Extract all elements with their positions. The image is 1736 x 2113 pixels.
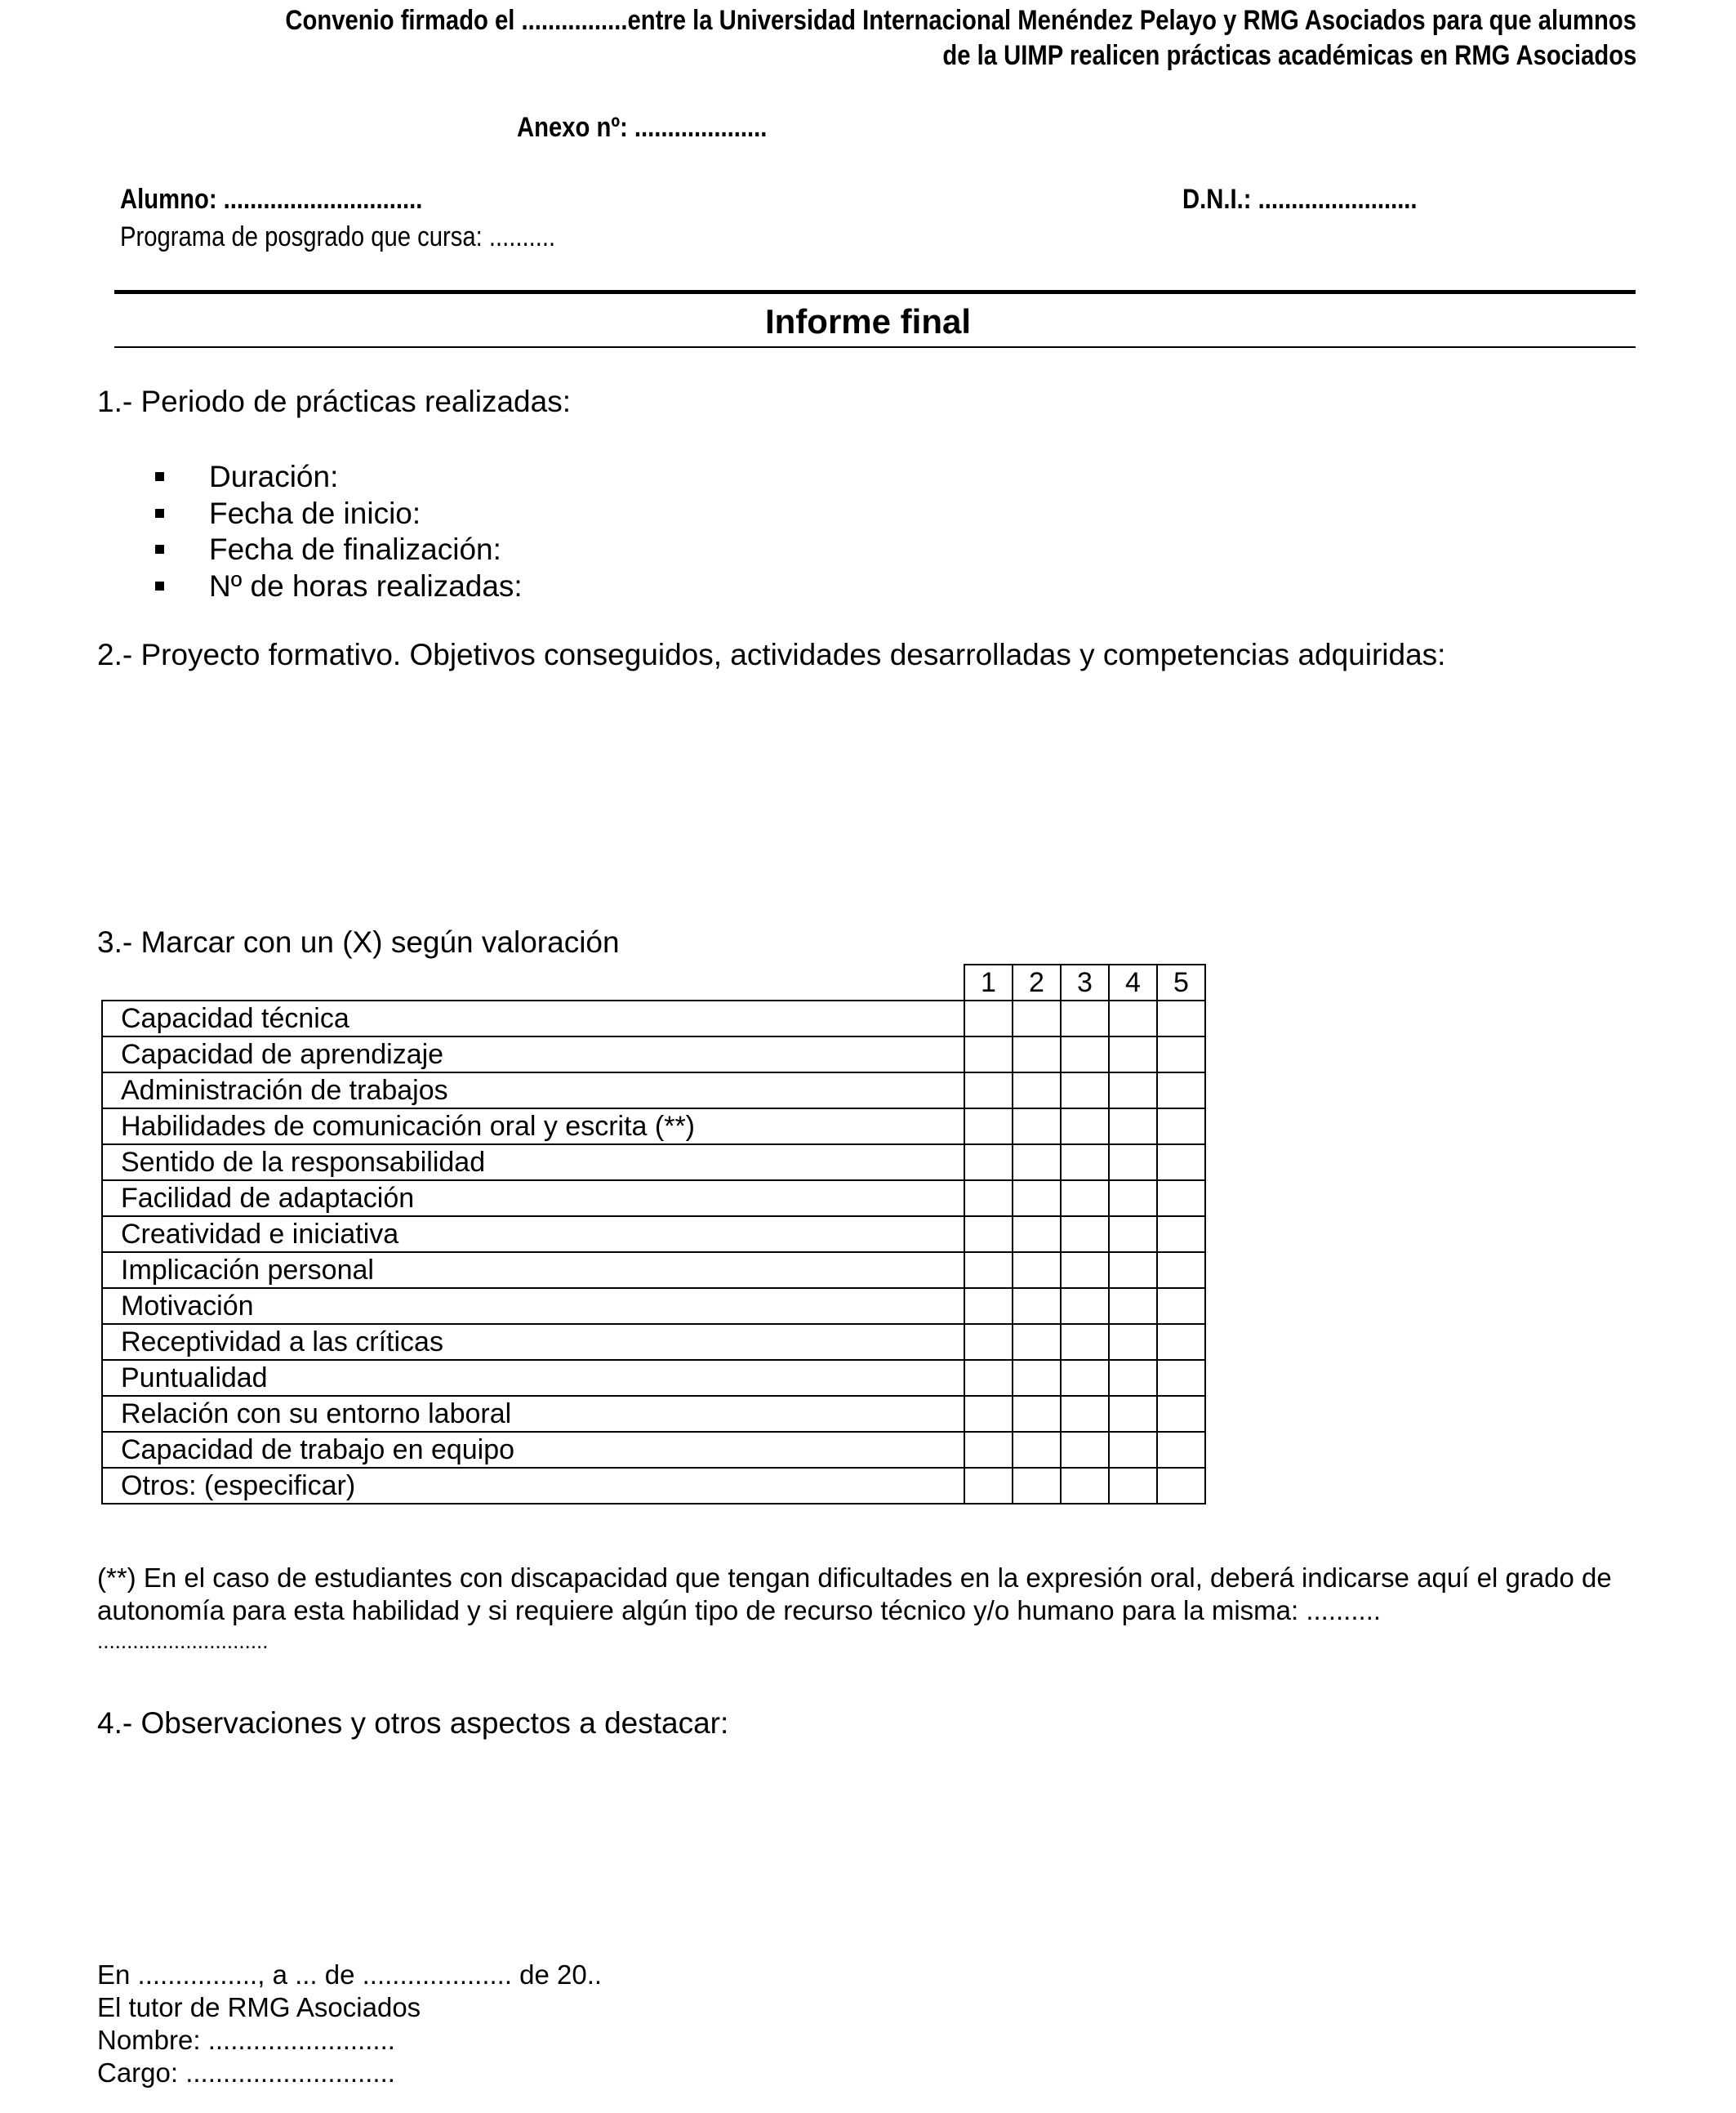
- agreement-line-1: Convenio firmado el ................entre la Universidad Internacional Menéndez Pelayo y RMG Asociados para que alumnos: [285, 5, 1636, 36]
- tutor-label: El tutor de RMG Asociados: [97, 1992, 421, 2022]
- rating-cell-3[interactable]: [1061, 1324, 1109, 1360]
- rating-cell-2[interactable]: [1013, 1108, 1061, 1144]
- rating-cell-5[interactable]: [1157, 1216, 1205, 1252]
- table-row: [102, 1180, 1205, 1216]
- rating-cell-5[interactable]: [1157, 1036, 1205, 1072]
- table-row: [102, 1360, 1205, 1396]
- rating-cell-1[interactable]: [964, 1216, 1013, 1252]
- rating-cell-4[interactable]: [1109, 1324, 1157, 1360]
- rating-cell-4[interactable]: [1109, 1252, 1157, 1288]
- rating-cell-3[interactable]: [1061, 1144, 1109, 1180]
- rating-cell-5[interactable]: [1157, 1252, 1205, 1288]
- criterion-label: Implicación personal: [102, 1252, 964, 1288]
- place-date-field: En ................, a ... de .................... de 20..: [97, 1959, 603, 1990]
- rating-cell-4[interactable]: [1109, 1036, 1157, 1072]
- rating-cell-5[interactable]: [1157, 1144, 1205, 1180]
- criterion-label: Habilidades de comunicación oral y escrita (**): [102, 1108, 964, 1144]
- table-row: [102, 1288, 1205, 1324]
- agreement-line-2: de la UIMP realicen prácticas académicas en RMG Asociados: [942, 40, 1636, 71]
- rating-cell-1[interactable]: [964, 1001, 1013, 1036]
- criterion-label: Relación con su entorno laboral: [102, 1396, 964, 1432]
- rating-cell-4[interactable]: [1109, 1180, 1157, 1216]
- rating-cell-2[interactable]: [1013, 1001, 1061, 1036]
- criterion-label: Motivación: [102, 1288, 964, 1324]
- rating-cell-1[interactable]: [964, 1288, 1013, 1324]
- rating-cell-4[interactable]: [1109, 1072, 1157, 1108]
- rating-cell-1[interactable]: [964, 1360, 1013, 1396]
- criterion-label: Otros: (especificar): [102, 1468, 964, 1504]
- rating-cell-5[interactable]: [1157, 1396, 1205, 1432]
- section-3-heading: 3.- Marcar con un (X) según valoración: [97, 925, 620, 959]
- tutor-name-field: Nombre: .........................: [97, 2025, 395, 2055]
- rating-cell-4[interactable]: [1109, 1360, 1157, 1396]
- rating-cell-5[interactable]: [1157, 1324, 1205, 1360]
- criterion-label: Facilidad de adaptación: [102, 1180, 964, 1216]
- list-item: Duración:: [155, 459, 523, 496]
- title-rule-top: [114, 290, 1636, 294]
- rating-cell-1[interactable]: [964, 1324, 1013, 1360]
- rating-cell-2[interactable]: [1013, 1324, 1061, 1360]
- rating-cell-3[interactable]: [1061, 1072, 1109, 1108]
- rating-cell-3[interactable]: [1061, 1468, 1109, 1504]
- bullet-square-icon: [155, 472, 164, 481]
- rating-cell-3[interactable]: [1061, 1396, 1109, 1432]
- dni-field: D.N.I.: ........................: [1182, 184, 1418, 215]
- rating-cell-4[interactable]: [1109, 1396, 1157, 1432]
- rating-cell-5[interactable]: [1157, 1108, 1205, 1144]
- rating-cell-3[interactable]: [1061, 1180, 1109, 1216]
- rating-cell-3[interactable]: [1061, 1108, 1109, 1144]
- list-item: Fecha de inicio:: [155, 496, 523, 533]
- rating-cell-1[interactable]: [964, 1144, 1013, 1180]
- table-row: [102, 1252, 1205, 1288]
- tutor-position-field: Cargo: ............................: [97, 2057, 395, 2088]
- rating-cell-4[interactable]: [1109, 1432, 1157, 1468]
- period-list: [155, 459, 523, 604]
- rating-cell-1[interactable]: [964, 1036, 1013, 1072]
- rating-cell-2[interactable]: [1013, 1072, 1061, 1108]
- scale-1: 1: [964, 965, 1013, 1001]
- rating-cell-4[interactable]: [1109, 1108, 1157, 1144]
- rating-cell-1[interactable]: [964, 1396, 1013, 1432]
- scale-2: 2: [1013, 965, 1061, 1001]
- rating-cell-1[interactable]: [964, 1468, 1013, 1504]
- criterion-label: Administración de trabajos: [102, 1072, 964, 1108]
- list-item: Fecha de finalización:: [155, 532, 523, 568]
- rating-cell-2[interactable]: [1013, 1036, 1061, 1072]
- scale-3: 3: [1061, 965, 1109, 1001]
- rating-cell-5[interactable]: [1157, 1072, 1205, 1108]
- table-row: [102, 1396, 1205, 1432]
- rating-cell-3[interactable]: [1061, 1360, 1109, 1396]
- rating-cell-1[interactable]: [964, 1108, 1013, 1144]
- rating-cell-1[interactable]: [964, 1252, 1013, 1288]
- rating-cell-2[interactable]: [1013, 1288, 1061, 1324]
- bullet-square-icon: [155, 545, 164, 554]
- table-row: [102, 1468, 1205, 1504]
- rating-cell-5[interactable]: [1157, 1001, 1205, 1036]
- rating-cell-5[interactable]: [1157, 1360, 1205, 1396]
- rating-cell-3[interactable]: [1061, 1432, 1109, 1468]
- rating-cell-3[interactable]: [1061, 1036, 1109, 1072]
- criterion-label: Capacidad de aprendizaje: [102, 1036, 964, 1072]
- rating-cell-2[interactable]: [1013, 1360, 1061, 1396]
- rating-cell-5[interactable]: [1157, 1432, 1205, 1468]
- criterion-label: Sentido de la responsabilidad: [102, 1144, 964, 1180]
- rating-cell-5[interactable]: [1157, 1468, 1205, 1504]
- section-1-heading: 1.- Periodo de prácticas realizadas:: [97, 385, 571, 418]
- bullet-square-icon: [155, 509, 164, 518]
- page-title: Informe final: [764, 302, 972, 341]
- table-row: [102, 1001, 1205, 1036]
- rating-cell-3[interactable]: [1061, 1288, 1109, 1324]
- table-row: [102, 1216, 1205, 1252]
- rating-cell-2[interactable]: [1013, 1468, 1061, 1504]
- rating-cell-1[interactable]: [964, 1180, 1013, 1216]
- accessibility-footnote: (**) En el caso de estudiantes con discapacidad que tengan dificultades en la expresión oral, deberá indicarse aquí el grado de autonomía para esta habilidad y si requiere algún tipo de recurso técnico y/o humano para la misma: .......... .............................: [97, 1562, 1612, 1653]
- rating-cell-2[interactable]: [1013, 1144, 1061, 1180]
- rating-cell-1[interactable]: [964, 1432, 1013, 1468]
- scale-4: 4: [1109, 965, 1157, 1001]
- rating-cell-4[interactable]: [1109, 1216, 1157, 1252]
- title-rule-bottom: [114, 346, 1636, 348]
- criterion-label: Receptividad a las críticas: [102, 1324, 964, 1360]
- rating-cell-2[interactable]: [1013, 1180, 1061, 1216]
- rating-cell-5[interactable]: [1157, 1180, 1205, 1216]
- criterion-label: Creatividad e iniciativa: [102, 1216, 964, 1252]
- rating-cell-2[interactable]: [1013, 1432, 1061, 1468]
- rating-cell-1[interactable]: [964, 1072, 1013, 1108]
- rating-cell-5[interactable]: [1157, 1288, 1205, 1324]
- table-row: [102, 1324, 1205, 1360]
- rating-cell-3[interactable]: [1061, 1252, 1109, 1288]
- rating-cell-3[interactable]: [1061, 1216, 1109, 1252]
- scale-header-row: [102, 965, 1205, 1001]
- section-4-heading: 4.- Observaciones y otros aspectos a destacar:: [97, 1706, 729, 1740]
- bullet-square-icon: [155, 582, 164, 591]
- rating-cell-4[interactable]: [1109, 1144, 1157, 1180]
- criterion-label: Capacidad de trabajo en equipo: [102, 1432, 964, 1468]
- rating-cell-2[interactable]: [1013, 1396, 1061, 1432]
- rating-cell-2[interactable]: [1013, 1252, 1061, 1288]
- rating-cell-4[interactable]: [1109, 1288, 1157, 1324]
- rating-cell-4[interactable]: [1109, 1468, 1157, 1504]
- rating-cell-4[interactable]: [1109, 1001, 1157, 1036]
- table-row: [102, 1036, 1205, 1072]
- section-2-heading: 2.- Proyecto formativo. Objetivos conseguidos, actividades desarrolladas y competencias adquiridas:: [97, 638, 1446, 671]
- annex-number: Anexo nº: ....................: [517, 112, 768, 143]
- criterion-label: Puntualidad: [102, 1360, 964, 1396]
- list-item: Nº de horas realizadas:: [155, 568, 523, 605]
- rating-cell-3[interactable]: [1061, 1001, 1109, 1036]
- rating-cell-2[interactable]: [1013, 1216, 1061, 1252]
- program-field: Programa de posgrado que cursa: ..........: [120, 221, 556, 252]
- table-row: [102, 1072, 1205, 1108]
- criterion-label: Capacidad técnica: [102, 1001, 964, 1036]
- student-name-field: Alumno: ..............................: [120, 184, 423, 215]
- table-row: [102, 1108, 1205, 1144]
- scale-5: 5: [1157, 965, 1205, 1001]
- rating-table: [101, 964, 1206, 1505]
- table-row: [102, 1432, 1205, 1468]
- table-row: [102, 1144, 1205, 1180]
